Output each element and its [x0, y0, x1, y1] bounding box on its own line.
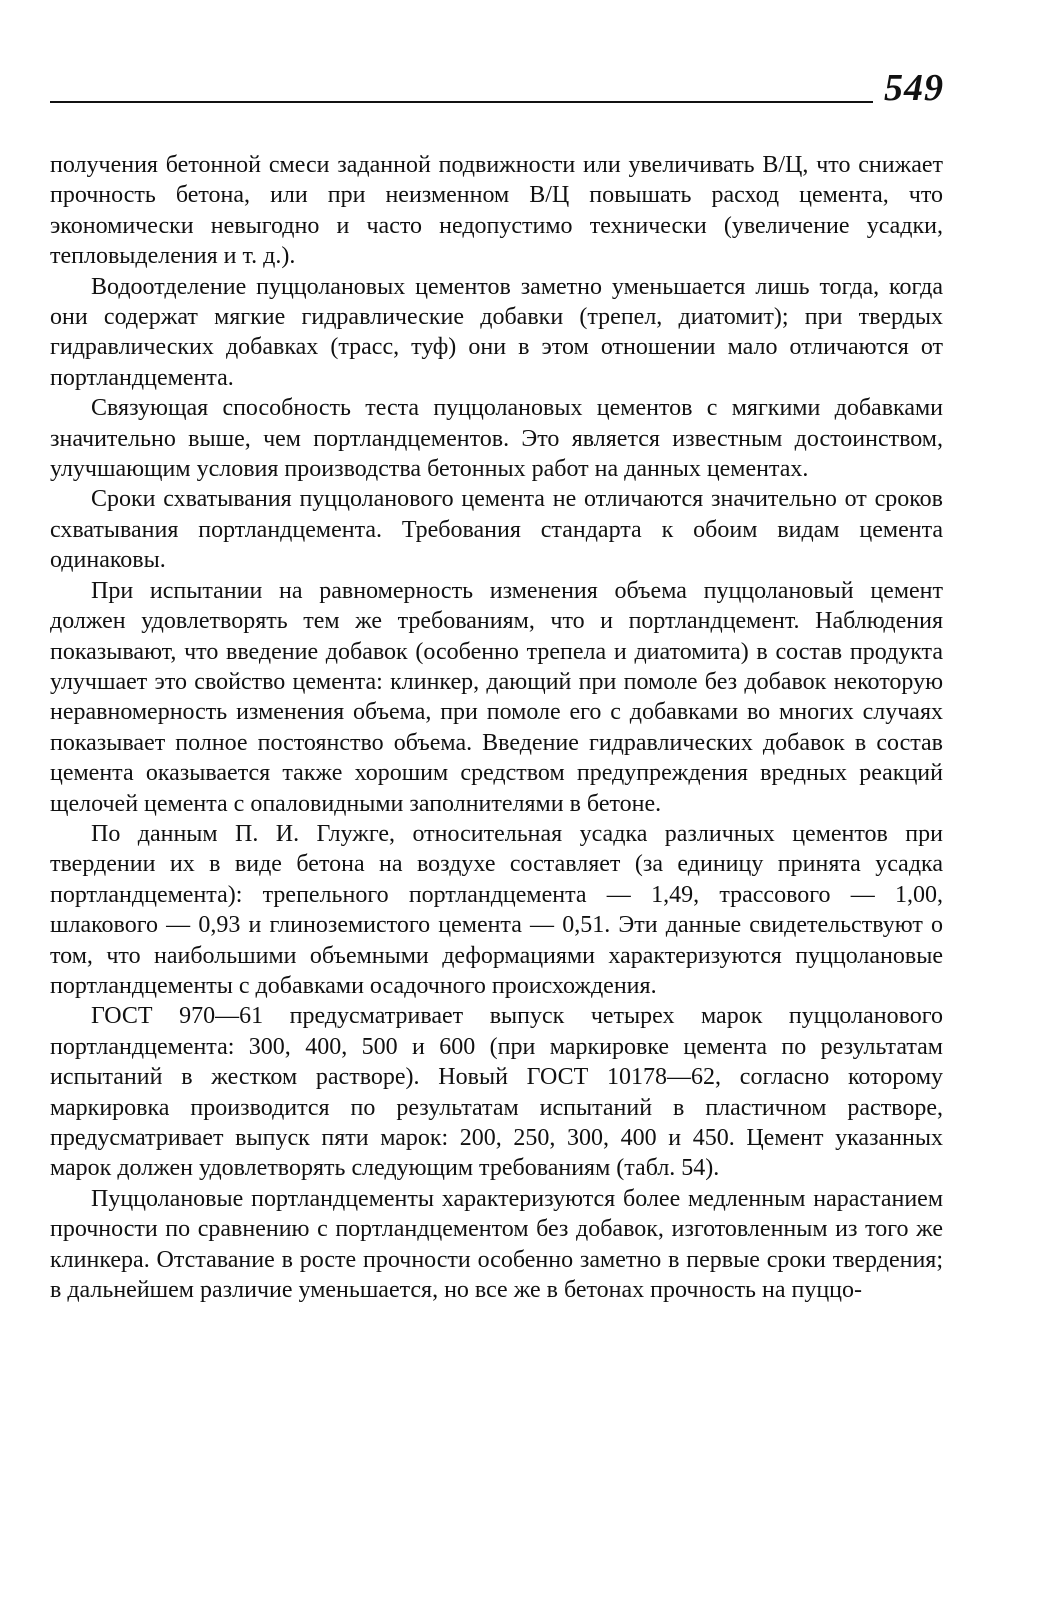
paragraph-1: получения бетонной смеси заданной подвижности или увеличивать В/Ц, что снижает прочность бетона, или при неизменном В/Ц повышать расход цемента, что экономически невыгодно и часто недопустимо технически (увеличение усадки, тепловыделения и т. д.).	[50, 152, 943, 270]
paragraph-2: Водоотделение пуццолановых цементов заметно уменьшается лишь тогда, когда они содержат мягкие гидравлические добавки (трепел, диатомит); при твердых гидравлических добавках (трасс, туф) они в этом отношении мало отличаются от портландцемента.	[50, 273, 943, 391]
page-number: 549	[884, 67, 944, 109]
body-text	[50, 150, 943, 1305]
paragraph-7: ГОСТ 970—61 предусматривает выпуск четырех марок пуццоланового портландцемента: 300, 400, 500 и 600 (при маркировке цемента по результатам испытаний в жестком растворе). Новый ГОСТ 10178—62, согласно которому маркировка производится по результатам испытаний в пластичном растворе, предусматривает выпуск пяти марок: 200, 250, 300, 400 и 450. Цемент указанных марок должен удовлетворять следующим требованиям (табл. 54).	[50, 1003, 943, 1182]
paragraph-4: Сроки схватывания пуццоланового цемента не отличаются значительно от сроков схватывания портландцемента. Требования стандарта к обоим видам цемента одинаковы.	[50, 486, 943, 574]
paragraph-6: По данным П. И. Глужге, относительная усадка различных цементов при твердении их в виде бетона на воздухе составляет (за единицу принята усадка портландцемента): трепельного портландцемента — 1,49, трассового — 1,00, шлакового — 0,93 и глиноземистого цемента — 0,51. Эти данные свидетельствуют о том, что наибольшими объемными деформациями характеризуются пуццолановые портландцементы с добавками осадочного происхождения.	[50, 820, 943, 999]
header-rule	[50, 101, 873, 103]
paragraph-3: Связующая способность теста пуццолановых цементов с мягкими добавками значительно выше, чем портландцементов. Это является известным достоинством, улучшающим условия производства бетонных работ на данных цементах.	[50, 395, 943, 483]
paragraph-8: Пуццолановые портландцементы характеризуются более медленным нарастанием прочности по сравнению с портландцементом без добавок, изготовленным из того же клинкера. Отставание в росте прочности особенно заметно в первые сроки твердения; в дальнейшем различие уменьшается, но все же в бетонах прочность на пуццо-	[50, 1185, 943, 1304]
paragraph-5: При испытании на равномерность изменения объема пуццолановый цемент должен удовлетворять тем же требованиям, что и портландцемент. Наблюдения показывают, что введение добавок (особенно трепела и диатомита) в состав продукта улучшает это свойство цемента: клинкер, дающий при помоле без добавок некоторую неравномерность изменения объема, при помоле его с добавками во многих случаях показывает полное постоянство объема. Введение гидравлических добавок в состав цемента оказывается также хорошим средством предупреждения вредных реакций щелочей цемента с опаловидными заполнителями в бетоне.	[50, 577, 943, 817]
